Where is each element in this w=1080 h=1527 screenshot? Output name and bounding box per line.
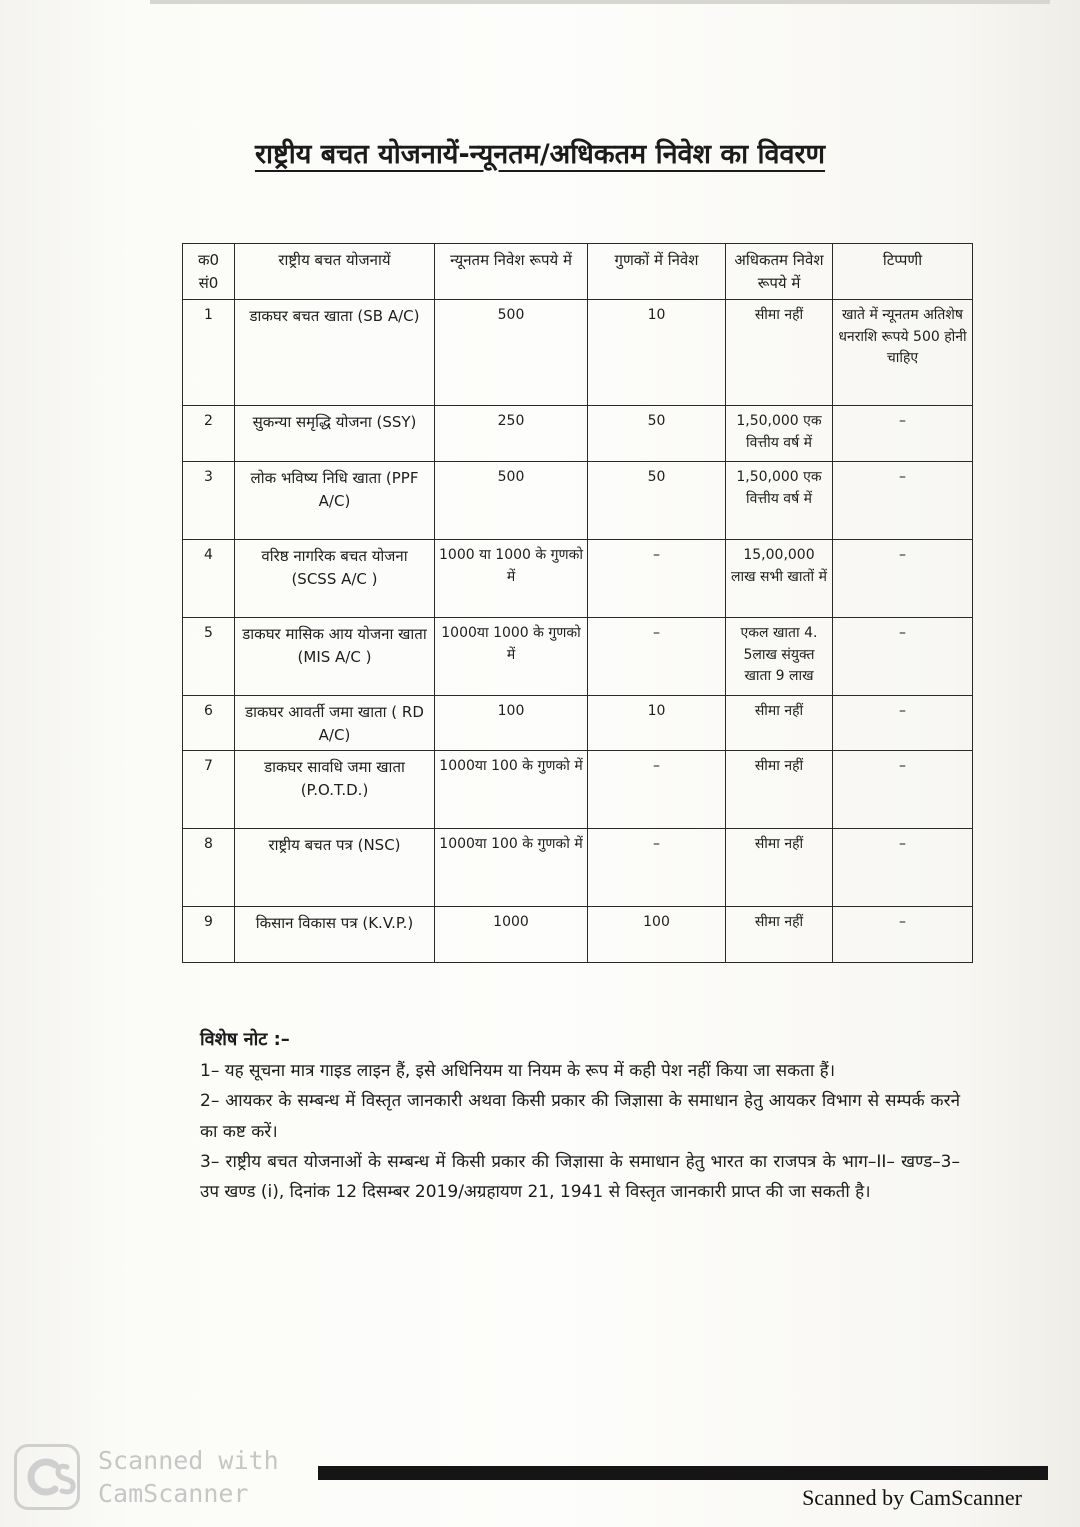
cell-max-investment: सीमा नहीं: [726, 300, 833, 406]
cell-remarks: खाते में न्यूनतम अतिशेष धनराशि रूपये 500 होनी चाहिए: [833, 300, 973, 406]
table-row: [183, 618, 973, 696]
page-edge-shadow: [150, 0, 1050, 4]
cell-multiples: 100: [588, 906, 726, 962]
table-row: [183, 406, 973, 462]
cell-serial-no: 3: [183, 462, 235, 540]
cell-max-investment: 1,50,000 एक वित्तीय वर्ष में: [726, 406, 833, 462]
camscanner-logo-icon: [14, 1444, 80, 1510]
cell-scheme-name: लोक भविष्य निधि खाता (PPF A/C): [235, 462, 435, 540]
camscanner-logo-glyph: [17, 1447, 77, 1507]
cell-remarks: –: [833, 540, 973, 618]
cell-max-investment: एकल खाता 4. 5लाख संयुक्त खाता 9 लाख: [726, 618, 833, 696]
cell-min-investment: 1000 या 1000 के गुणको में: [435, 540, 588, 618]
cell-min-investment: 1000या 100 के गुणको में: [435, 828, 588, 906]
cell-min-investment: 1000या 100 के गुणको में: [435, 750, 588, 828]
note-item: 1– यह सूचना मात्र गाइड लाइन हैं, इसे अधिनियम या नियम के रूप में कही पेश नहीं किया जा सकता हैं।: [200, 1061, 836, 1082]
table-row: [183, 828, 973, 906]
note-item: 2– आयकर के सम्बन्ध में विस्तृत जानकारी अथवा किसी प्रकार की जिज्ञासा के समाधान हेतु आयकर विभाग से सम्पर्क करने का कष्ट करें।: [200, 1091, 960, 1142]
header-scheme-name: राष्ट्रीय बचत योजनायें: [235, 244, 435, 300]
cell-remarks: –: [833, 828, 973, 906]
cell-max-investment: सीमा नहीं: [726, 828, 833, 906]
cell-serial-no: 1: [183, 300, 235, 406]
cell-max-investment: सीमा नहीं: [726, 750, 833, 828]
header-min-investment: न्यूनतम निवेश रूपये में: [435, 244, 588, 300]
cell-serial-no: 4: [183, 540, 235, 618]
camscanner-watermark-text: [98, 1444, 279, 1510]
cell-max-investment: सीमा नहीं: [726, 906, 833, 962]
cell-min-investment: 250: [435, 406, 588, 462]
header-max-investment: अधिकतम निवेश रूपये में: [726, 244, 833, 300]
cell-scheme-name: डाकघर आवर्ती जमा खाता ( RD A/C): [235, 696, 435, 751]
camscanner-watermark: [14, 1444, 314, 1514]
cell-scheme-name: किसान विकास पत्र (K.V.P.): [235, 906, 435, 962]
cell-serial-no: 8: [183, 828, 235, 906]
header-multiples: गुणकों में निवेश: [588, 244, 726, 300]
page-title: राष्ट्रीय बचत योजनायें-न्यूनतम/अधिकतम निवेश का विवरण: [254, 139, 826, 170]
cell-remarks: –: [833, 406, 973, 462]
cell-serial-no: 6: [183, 696, 235, 751]
cell-serial-no: 9: [183, 906, 235, 962]
table-row: [183, 462, 973, 540]
page-bottom-edge: [318, 1466, 1048, 1480]
table-row: [183, 300, 973, 406]
cell-scheme-name: सुकन्या समृद्धि योजना (SSY): [235, 406, 435, 462]
cell-min-investment: 500: [435, 300, 588, 406]
header-serial-no: क0 सं0: [183, 244, 235, 300]
cell-remarks: –: [833, 462, 973, 540]
cell-min-investment: 1000या 1000 के गुणको में: [435, 618, 588, 696]
watermark-line-2: CamScanner: [98, 1479, 249, 1508]
cell-max-investment: 15,00,000 लाख सभी खातों में: [726, 540, 833, 618]
table-row: [183, 696, 973, 751]
cell-scheme-name: वरिष्ठ नागरिक बचत योजना (SCSS A/C ): [235, 540, 435, 618]
cell-scheme-name: राष्ट्रीय बचत पत्र (NSC): [235, 828, 435, 906]
cell-multiples: 50: [588, 406, 726, 462]
cell-remarks: –: [833, 696, 973, 751]
savings-schemes-table: [182, 243, 973, 963]
table-row: [183, 906, 973, 962]
notes-heading: विशेष नोट :–: [200, 1029, 290, 1050]
note-item: 3– राष्ट्रीय बचत योजनाओं के सम्बन्ध में किसी प्रकार की जिज्ञासा के समाधान हेतु भारत का राजपत्र के भाग–II– खण्ड–3–उप खण्ड (i), दिनांक 12 दिसम्बर 2019/अग्रहायण 21, 1941 से विस्तृत जानकारी प्राप्त की जा सकती है।: [200, 1151, 960, 1203]
cell-serial-no: 5: [183, 618, 235, 696]
cell-min-investment: 1000: [435, 906, 588, 962]
cell-min-investment: 500: [435, 462, 588, 540]
header-remarks: टिप्पणी: [833, 244, 973, 300]
cell-remarks: –: [833, 750, 973, 828]
table-row: [183, 540, 973, 618]
cell-multiples: –: [588, 750, 726, 828]
cell-scheme-name: डाकघर बचत खाता (SB A/C): [235, 300, 435, 406]
cell-scheme-name: डाकघर मासिक आय योजना खाता (MIS A/C ): [235, 618, 435, 696]
cell-remarks: –: [833, 906, 973, 962]
cell-serial-no: 7: [183, 750, 235, 828]
cell-max-investment: सीमा नहीं: [726, 696, 833, 751]
special-notes: [200, 1024, 960, 1207]
cell-multiples: –: [588, 828, 726, 906]
cell-min-investment: 100: [435, 696, 588, 751]
cell-multiples: 10: [588, 696, 726, 751]
table-row: [183, 750, 973, 828]
cell-max-investment: 1,50,000 एक वित्तीय वर्ष में: [726, 462, 833, 540]
cell-remarks: –: [833, 618, 973, 696]
table-header-row: [183, 244, 973, 300]
scanned-by-footer: Scanned by CamScanner: [802, 1485, 1022, 1510]
cell-multiples: 10: [588, 300, 726, 406]
cell-multiples: –: [588, 540, 726, 618]
cell-serial-no: 2: [183, 406, 235, 462]
watermark-line-1: Scanned with: [98, 1446, 279, 1475]
cell-multiples: 50: [588, 462, 726, 540]
cell-multiples: –: [588, 618, 726, 696]
cell-scheme-name: डाकघर सावधि जमा खाता (P.O.T.D.): [235, 750, 435, 828]
